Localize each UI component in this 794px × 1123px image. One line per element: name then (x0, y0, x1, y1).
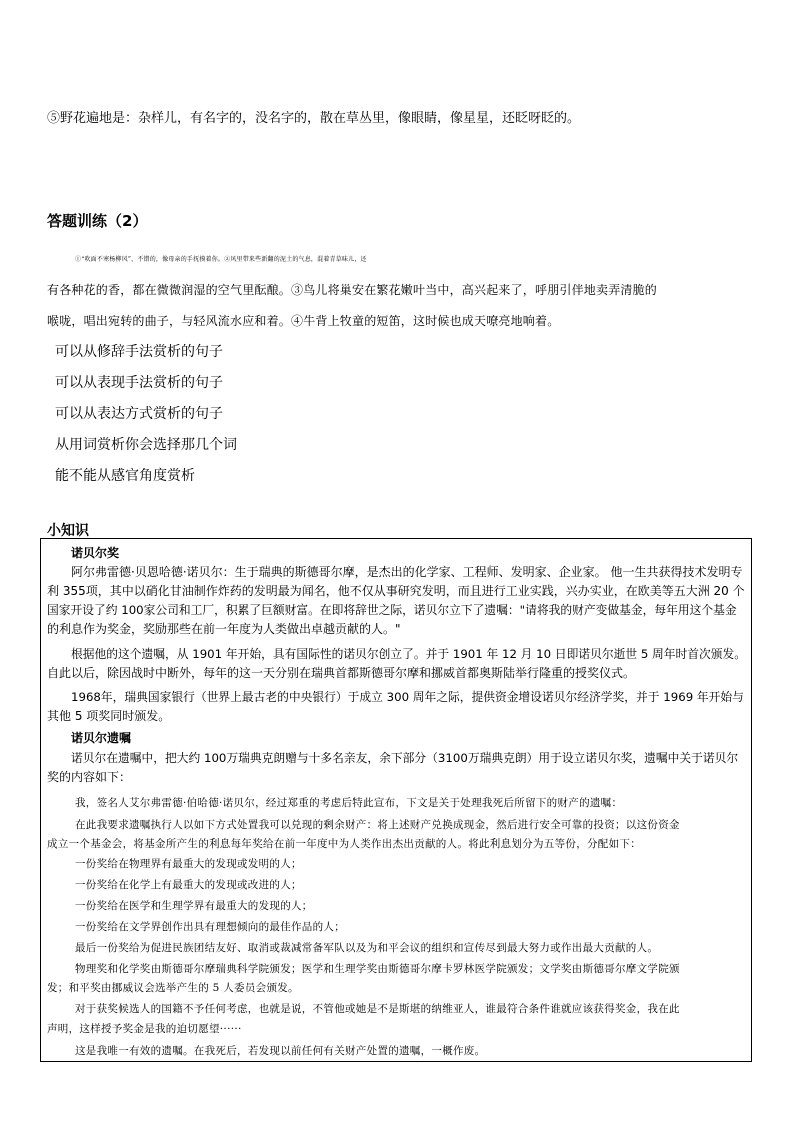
will-text-line: 最后一份奖给为促进民族团结友好、取消或裁减常备军队以及为和平会议的组织和宣传尽到最大努力或作出最大贡献的人。 (75, 942, 659, 954)
nobel-text-line: 国家开设了约 100家公司和工厂，积累了巨额财富。在即将辞世之际，诺贝尔立下了遗嘱："请将我的财产变做基金，每年用这个基金 (47, 603, 737, 617)
knowledge-title: 小知识 (47, 523, 89, 539)
nobel-text-line: 的利息作为奖金，奖励那些在前一年度为人类做出卓越贡献的人。" (47, 622, 401, 636)
will-intro-line: 奖的内容如下： (47, 770, 132, 784)
will-text-line: 一份奖给在物理界有最重大的发现或发明的人； (75, 858, 302, 870)
hint-technique: 可以从表现手法赏析的句子 (55, 375, 223, 391)
will-intro-line: 诺贝尔在遗嘱中，把大约 100万瑞典克朗赠与十多名亲友，余下部分（3100万瑞典克朗）用于设立诺贝尔奖，遗嘱中关于诺贝尔 (71, 751, 739, 765)
nobel-text-line: 根据他的这个遗嘱，从 1901 年开始，具有国际性的诺贝尔创立了。并于 1901 年 12 月 10 日即诺贝尔逝世 5 周年时首次颁发。 (71, 647, 747, 661)
will-text-line: 声明，这样授予奖金是我的迫切愿望······ (47, 1023, 242, 1035)
nobel-text-line: 自此以后，除因战时中断外，每年的这一天分别在瑞典首都斯德哥尔摩和挪威首都奥斯陆举行隆重的授奖仪式。 (47, 666, 636, 680)
hint-expression: 可以从表达方式赏析的句子 (55, 406, 223, 422)
will-text-line: 成立一个基金会，将基金所产生的利息每年奖给在前一年度中为人类作出杰出贡献的人。将此利息划分为五等份，分配如下： (47, 838, 641, 850)
will-text-line: 一份奖给在医学和生理学界有最重大的发现的人； (75, 900, 313, 912)
passage-line: ①“吹面不寒杨柳风”，不错的，像母亲的手抚摸着你。②风里带来些新翻的泥土的气息，混着青草味儿，还 (75, 256, 367, 263)
will-text-line: 发；和平奖由挪威议会选举产生的 5 人委员会颁发。 (47, 982, 299, 994)
training-heading: 答题训练（2） (47, 212, 148, 230)
passage-line: 喉咙，唱出宛转的曲子，与轻风流水应和着。④牛背上牧童的短笛，这时候也成天嘹亮地响着。 (47, 314, 560, 328)
will-text-line: 物理奖和化学奖由斯德哥尔摩瑞典科学院颁发；医学和生理学奖由斯德哥尔摩卡罗林医学院颁发；文学奖由斯德哥尔摩文学院颁 (75, 963, 680, 975)
hint-senses: 能不能从感官角度赏析 (55, 468, 195, 484)
will-text-line: 在此我要求遗嘱执行人以如下方式处置我可以兑现的剩余财产：将上述财产兑换成现金，然后进行安全可靠的投资；以这份资金 (75, 819, 680, 831)
will-text-line: 对于获奖候选人的国籍不予任何考虑，也就是说，不管他或她是不是斯堪的纳维亚人，谁最符合条件谁就应该获得奖金，我在此 (75, 1003, 680, 1015)
will-text-line: 一份奖给在化学上有最重大的发现或改进的人； (75, 879, 302, 891)
nobel-prize-heading: 诺贝尔奖 (71, 546, 120, 560)
will-text-line: 我，签名人艾尔弗雷德·伯哈德·诺贝尔，经过郑重的考虑后特此宣布，下文是关于处理我死后所留下的财产的遗嘱： (75, 797, 623, 809)
nobel-text-line: 其他 5 项奖同时颁发。 (47, 709, 171, 723)
nobel-text-line: 1968年，瑞典国家银行（世界上最古老的中央银行）于成立 300 周年之际，提供资金增设诺贝尔经济学奖，并于 1969 年开始与 (71, 690, 744, 704)
nobel-text-line: 利 355项，其中以硝化甘油制作炸药的发明最为闻名，他不仅从事研究发明，而且进行工业实践，兴办实业，在欧美等五大洲 20 个 (47, 584, 745, 598)
will-text-line: 一份奖给在文学界创作出具有理想倾向的最佳作品的人； (75, 921, 345, 933)
will-text-line: 这是我唯一有效的遗嘱。在我死后，若发现以前任何有关财产处置的遗嘱，一概作废。 (75, 1045, 486, 1057)
training-passage (47, 244, 753, 337)
hint-rhetoric: 可以从修辞手法赏析的句子 (55, 344, 223, 360)
passage-line: 有各种花的香，都在微微润湿的空气里酝酿。③鸟儿将巢安在繁花嫩叶当中，高兴起来了，呼朋引伴地卖弄清脆的 (47, 283, 658, 297)
nobel-will-heading: 诺贝尔遗嘱 (71, 731, 132, 745)
hint-wording: 从用词赏析你会选择那几个词 (55, 437, 237, 453)
nobel-text-line: 阿尔弗雷德·贝恩哈德·诺贝尔：生于瑞典的斯德哥尔摩，是杰出的化学家、工程师、发明家、企业家。 他一生共获得技术发明专 (71, 565, 743, 579)
knowledge-box (40, 538, 752, 1062)
paragraph-5: ⑤野花遍地是：杂样儿，有名字的，没名字的，散在草丛里，像眼睛，像星星，还眨呀眨的。 (47, 111, 581, 126)
